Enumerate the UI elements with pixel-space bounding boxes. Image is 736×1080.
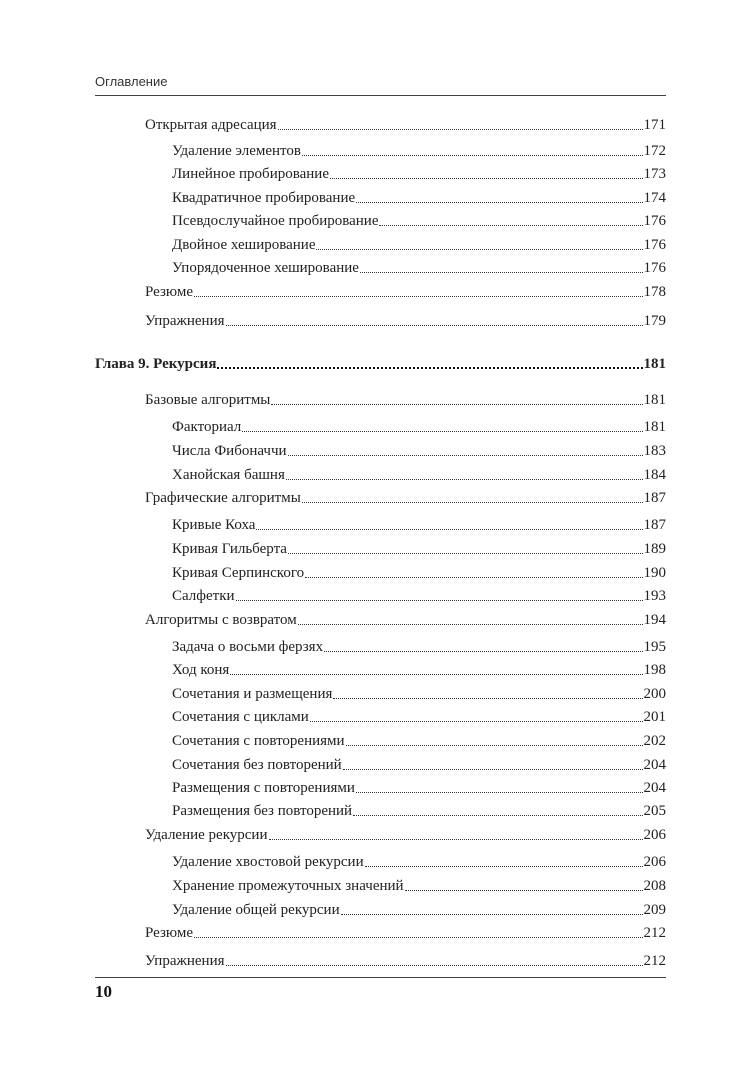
toc-entry-title: Сочетания без повторений	[172, 757, 342, 773]
toc-entry[interactable]	[145, 281, 666, 301]
running-header: Оглавление	[95, 74, 168, 89]
toc-entry-title: Кривая Серпинского	[172, 565, 305, 581]
toc-entry-page: 179	[643, 313, 666, 329]
toc-entry[interactable]	[172, 163, 666, 183]
toc-entry-page: 181	[643, 392, 666, 408]
toc-entry[interactable]	[145, 922, 666, 942]
toc-entry-page: 184	[643, 467, 666, 483]
toc-leader	[343, 769, 643, 770]
toc-leader	[333, 698, 642, 699]
toc-leader	[324, 651, 642, 652]
toc-entry[interactable]	[145, 487, 666, 507]
toc-leader	[271, 404, 642, 405]
chapter-page: 181	[643, 356, 666, 372]
toc-entry-page: 206	[643, 854, 666, 870]
toc-entry-page: 176	[643, 237, 666, 253]
toc-entry[interactable]	[172, 464, 666, 484]
toc-entry-page: 173	[643, 166, 666, 182]
toc-leader	[346, 745, 643, 746]
toc-leader	[379, 225, 642, 226]
toc-entry-page: 195	[643, 639, 666, 655]
toc-leader	[353, 815, 642, 816]
toc-leader	[194, 296, 642, 297]
toc-leader	[302, 502, 643, 503]
toc-leader	[298, 624, 643, 625]
toc-entry[interactable]	[172, 140, 666, 160]
toc-entry-title: Кривые Коха	[172, 517, 256, 533]
toc-entry-title: Хранение промежуточных значений	[172, 878, 404, 894]
toc-entry[interactable]	[172, 659, 666, 679]
toc-entry[interactable]	[172, 514, 666, 534]
toc-entry-title: Размещения с повторениями	[172, 780, 355, 796]
toc-entry-title: Резюме	[145, 284, 194, 300]
toc-entry[interactable]	[172, 800, 666, 820]
toc-entry-title: Удаление элементов	[172, 143, 301, 159]
toc-entry[interactable]	[172, 730, 666, 750]
toc-entry-title: Квадратичное пробирование	[172, 190, 356, 206]
toc-entry-title: Факториал	[172, 419, 242, 435]
toc-entry[interactable]	[172, 210, 666, 230]
toc-entry-page: 174	[643, 190, 666, 206]
toc-entry-page: 204	[643, 780, 666, 796]
toc-entry-page: 189	[643, 541, 666, 557]
toc-entry-page: 201	[643, 709, 666, 725]
toc-entry-page: 212	[643, 953, 666, 969]
toc-leader	[226, 325, 643, 326]
toc-entry-title: Числа Фибоначчи	[172, 443, 287, 459]
toc-entry[interactable]	[172, 538, 666, 558]
toc-entry[interactable]	[172, 257, 666, 277]
toc-entry-page: 172	[643, 143, 666, 159]
toc-entry-title: Удаление рекурсии	[145, 827, 268, 843]
toc-leader	[278, 129, 643, 130]
toc-leader	[356, 202, 642, 203]
toc-leader	[242, 431, 642, 432]
toc-entry[interactable]	[172, 706, 666, 726]
toc-entry-title: Задача о восьми ферзях	[172, 639, 324, 655]
toc-entry[interactable]	[172, 851, 666, 871]
toc-leader	[194, 937, 642, 938]
toc-leader	[288, 553, 643, 554]
toc-entry[interactable]	[145, 950, 666, 970]
toc-entry[interactable]	[172, 585, 666, 605]
toc-leader	[356, 792, 643, 793]
page-number: 10	[95, 982, 112, 1001]
toc-entry[interactable]	[172, 187, 666, 207]
toc-entry[interactable]	[172, 416, 666, 436]
toc-entry-title: Удаление хвостовой рекурсии	[172, 854, 364, 870]
toc-entry-page: 204	[643, 757, 666, 773]
toc-entry-page: 202	[643, 733, 666, 749]
toc-leader	[341, 914, 643, 915]
footer-rule	[95, 977, 666, 978]
toc-entry-page: 176	[643, 213, 666, 229]
toc-entry[interactable]	[172, 899, 666, 919]
toc-entry-title: Двойное хеширование	[172, 237, 316, 253]
toc-entry[interactable]	[145, 609, 666, 629]
toc-entry-title: Упорядоченное хеширование	[172, 260, 359, 276]
toc-leader	[360, 272, 643, 273]
toc-chapter[interactable]	[95, 353, 666, 373]
toc-leader	[226, 965, 643, 966]
toc-leader	[256, 529, 642, 530]
toc-entry[interactable]	[145, 114, 666, 134]
toc-leader	[230, 674, 642, 675]
toc-leader	[316, 249, 642, 250]
toc-leader	[286, 479, 643, 480]
chapter-title: Глава 9. Рекурсия	[95, 356, 217, 372]
toc-entry[interactable]	[172, 234, 666, 254]
toc-entry-title: Базовые алгоритмы	[145, 392, 271, 408]
toc-entry[interactable]	[145, 310, 666, 330]
toc-leader	[217, 367, 642, 369]
toc-entry[interactable]	[172, 683, 666, 703]
toc-leader	[302, 155, 643, 156]
toc-entry-page: 178	[643, 284, 666, 300]
toc-entry-page: 212	[643, 925, 666, 941]
toc-entry[interactable]	[172, 636, 666, 656]
toc-entry-page: 187	[643, 490, 666, 506]
toc-entry-title: Линейное пробирование	[172, 166, 329, 182]
toc-entry-page: 171	[643, 117, 666, 133]
toc-entry[interactable]	[145, 389, 666, 409]
toc-leader	[288, 455, 643, 456]
toc-entry-title: Псевдослучайное пробирование	[172, 213, 379, 229]
toc-entry-title: Графические алгоритмы	[145, 490, 301, 506]
toc-entry[interactable]	[172, 562, 666, 582]
toc-leader	[269, 839, 643, 840]
toc-entry-page: 190	[643, 565, 666, 581]
toc-entry-page: 194	[643, 612, 666, 628]
toc-entry-page: 209	[643, 902, 666, 918]
toc-entry-title: Салфетки	[172, 588, 235, 604]
toc-entry-page: 208	[643, 878, 666, 894]
header-rule	[95, 95, 666, 96]
toc-entry-title: Размещения без повторений	[172, 803, 353, 819]
toc-entry-title: Упражнения	[145, 953, 225, 969]
toc-entry[interactable]	[172, 754, 666, 774]
toc-entry-title: Сочетания с циклами	[172, 709, 309, 725]
toc-entry-title: Ханойская башня	[172, 467, 285, 483]
toc-entry-page: 206	[643, 827, 666, 843]
toc-entry-page: 176	[643, 260, 666, 276]
toc-entry-title: Кривая Гильберта	[172, 541, 287, 557]
toc-entry-title: Резюме	[145, 925, 194, 941]
toc-leader	[365, 866, 643, 867]
toc-entry-title: Удаление общей рекурсии	[172, 902, 340, 918]
toc-entry-title: Ход коня	[172, 662, 230, 678]
toc-entry-title: Сочетания с повторениями	[172, 733, 345, 749]
toc-leader	[236, 600, 643, 601]
toc-entry-title: Сочетания и размещения	[172, 686, 333, 702]
toc-leader	[310, 721, 643, 722]
toc-entry[interactable]	[172, 875, 666, 895]
toc-entry-title: Алгоритмы с возвратом	[145, 612, 297, 628]
toc-entry-page: 187	[643, 517, 666, 533]
toc-entry-title: Открытая адресация	[145, 117, 277, 133]
toc-leader	[330, 178, 643, 179]
toc-entry[interactable]	[172, 440, 666, 460]
toc-entry-page: 181	[643, 419, 666, 435]
toc-entry-page: 205	[643, 803, 666, 819]
toc-entry-page: 183	[643, 443, 666, 459]
toc-entry[interactable]	[145, 824, 666, 844]
toc-entry[interactable]	[172, 777, 666, 797]
toc-entry-title: Упражнения	[145, 313, 225, 329]
toc-entry-page: 193	[643, 588, 666, 604]
toc-leader	[305, 577, 642, 578]
toc-entry-page: 200	[643, 686, 666, 702]
toc-entry-page: 198	[643, 662, 666, 678]
toc-leader	[405, 890, 643, 891]
